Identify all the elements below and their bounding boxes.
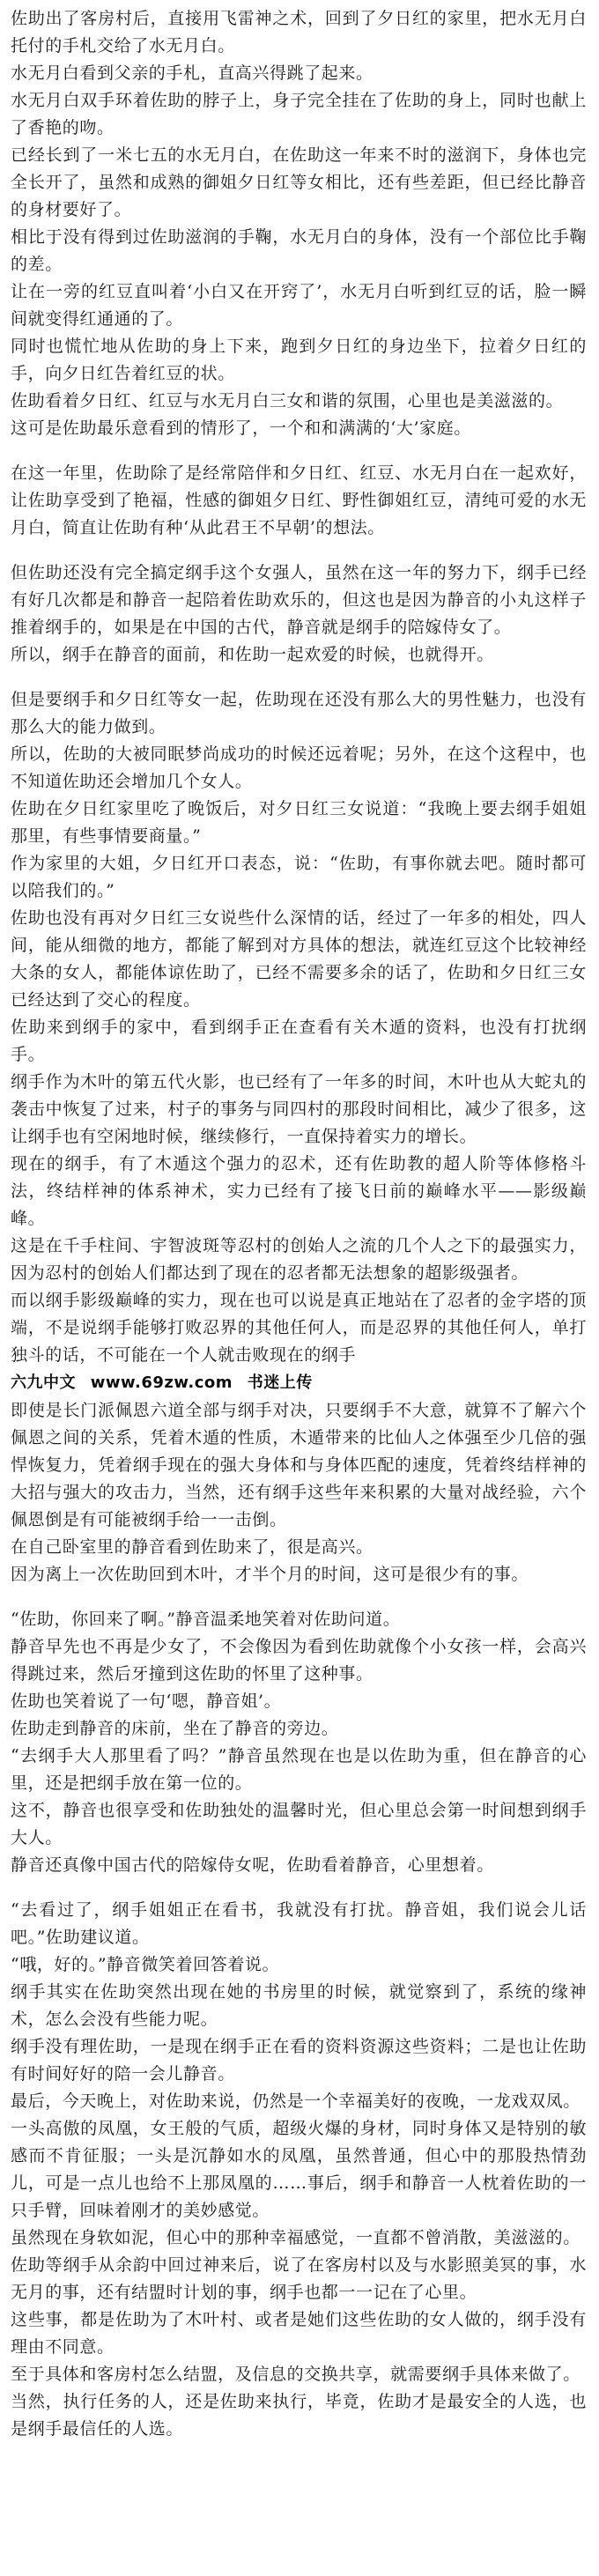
- paragraph: 这些事，都是佐助为了木叶村、或者是她们这些佐助的女人做的，纲手没有理由不同意。: [11, 2310, 587, 2357]
- paragraph: 但是要纲手和夕日红等女一起，佐助现在还没有那么大的男性魅力，也没有那么大的能力做到。: [11, 690, 587, 737]
- paragraph: 静音早先也不再是少女了，不会像因为看到佐助就像个小女孩一样，会高兴得跳过来，然后牙撞到这佐助的怀里了这种事。: [11, 1637, 587, 1684]
- paragraph: 一头高傲的凤凰，女王般的气质，超级火爆的身材，同时身体又是特别的敏感而不肯征服；一头是沉静如水的凤凰，虽然普通，但心中的那股热情劲儿，可是一点儿也给不上那凤凰的……事后，纲手和静音一人枕着佐助的一只手臂，回味着刚才的美妙感觉。: [11, 2119, 587, 2220]
- paragraph: 同时也慌忙地从佐助的身上下来，跑到夕日红的身边坐下，拉着夕日红的手，向夕日红告着红豆的状。: [11, 337, 587, 383]
- paragraph: 佐助出了客房村后，直接用飞雷神之术，回到了夕日红的家里，把水无月白托付的手札交给了水无月白。: [11, 9, 587, 56]
- text-body-lower: [11, 1397, 587, 2443]
- watermark-url: www.69zw.com: [90, 1373, 233, 1392]
- paragraph: “去看过了，纲手姐姐正在看书，我就没有打扰。静音姐，我们说会儿话吧。”佐助建议道。: [11, 1900, 587, 1947]
- section-gap: [11, 1588, 587, 1606]
- paragraph: “佐助，你回来了啊。”静音温柔地笑着对佐助问道。: [11, 1610, 401, 1629]
- paragraph: 当然，执行任务的人，还是佐助来执行，毕竟，佐助才是最安全的人选，也是纲手最信任的人选。: [11, 2392, 587, 2439]
- watermark-site-name: 六九中文: [11, 1373, 76, 1392]
- section-gap: [11, 1879, 587, 1897]
- section-gap: [11, 669, 587, 686]
- watermark-upload-note: 书迷上传: [247, 1373, 313, 1392]
- paragraph: 这是在千手柱间、宇智波斑等忍村的创始人之流的几个人之下的最强实力，因为忍村的创始人们都达到了现在的忍者都无法想象的超影级强者。: [11, 1236, 587, 1283]
- paragraph: 已经长到了一米七五的水无月白，在佐助这一年来不时的滋润下，身体也完全长开了，虽然和成熟的御姐夕日红等女相比，还有些差距，但已经比静音的身材要好了。: [11, 145, 587, 219]
- paragraph: “哦，好的。”静音微笑着回答着说。: [11, 1955, 280, 1974]
- paragraph: 佐助在夕日红家里吃了晚饭后，对夕日红三女说道：“我晚上要去纲手姐姐那里，有些事情要商量。”: [11, 799, 587, 846]
- paragraph: 相比于没有得到过佐助滋润的手鞠，水无月白的身体，没有一个部位比手鞠的差。: [11, 227, 587, 274]
- paragraph: 佐助看着夕日红、红豆与水无月白三女和谐的氛围，心里也是美滋滋的。: [11, 391, 564, 411]
- paragraph: 静音还真像中国古代的陪嫁侍女呢，佐助看着静音，心里想着。: [11, 1855, 494, 1875]
- paragraph: “去纲手大人那里看了吗？”静音虽然现在也是以佐助为重，但在静音的心里，还是把纲手放在第一位的。: [11, 1746, 587, 1793]
- paragraph: 所以，佐助的大被同眠梦尚成功的时候还远着呢；另外，在这个这程中，也不知道佐助还会增加几个女人。: [11, 744, 587, 791]
- text-body-upper: [11, 5, 587, 1369]
- paragraph: 这可是佐助最乐意看到的情形了，一个和和满满的‘大’家庭。: [11, 418, 471, 438]
- paragraph: 纲手其实在佐助突然出现在她的书房里的时候，就觉察到了，系统的缘神术，怎么会没有些能力呢。: [11, 1982, 587, 2029]
- paragraph: 即使是长门派佩恩六道全部与纲手对决，只要纲手不大意，就算不了解六个佩恩之间的关系，凭着木遁的性质，木遁带来的比仙人之体强至少几倍的强悍恢复力，凭着纲手现在的强大身体和与身体匹配的速度，凭着终结样神的大招与强大的攻击力，当然，还有纲手这些年来积累的大量对战经验，六个佩恩倒是有可能被纲手给一一击倒。: [11, 1401, 587, 1529]
- paragraph: 水无月白看到父亲的手札，直高兴得跳了起来。: [11, 63, 373, 83]
- paragraph: 佐助来到纲手的家中，看到纲手正在查看有关木遁的资料，也没有打扰纲手。: [11, 1018, 587, 1064]
- paragraph: 现在的纲手，有了木遁这个强力的忍术，还有佐助教的超人阶等体修格斗法，终结样神的体系神术，实力已经有了接飞日前的巅峰水平——影级巅峰。: [11, 1154, 587, 1228]
- paragraph: 所以，纲手在静音的面前，和佐助一起欢爱的时候，也就得开。: [11, 645, 494, 664]
- section-gap: [11, 542, 587, 559]
- paragraph: 佐助也没有再对夕日红三女说些什么深情的话，经过了一年多的相处，四人间，能从细微的地方，都能了解到对方具体的想法，就连红豆这个比较神经大条的女人，都能体谅佐助了，已经不需要多余的话了，佐助和夕日红三女已经达到了交心的程度。: [11, 908, 587, 1010]
- paragraph: 佐助也笑着说了一句‘嗯，静音姐’。: [11, 1691, 282, 1711]
- paragraph: 虽然现在身软如泥，但心中的那种幸福感觉，一直都不曾消散，美滋滋的。: [11, 2228, 581, 2247]
- paragraph: 佐助等纲手从余韵中回过神来后，说了在客房村以及与水影照美冥的事，水无月的事，还有结盟时计划的事，纲手也都一一记在了心里。: [11, 2255, 587, 2302]
- paragraph: 因为离上一次佐助回到木叶，才半个月的时间，这可是很少有的事。: [11, 1565, 529, 1584]
- paragraph: 纲手没有理佐助，一是现在纲手正在看的资料资源这些资料；二是也让佐助有时间好好的陪一会儿静音。: [11, 2037, 587, 2084]
- paragraph: 而以纲手影级巅峰的实力，现在也可以说是真正地站在了忍者的金字塔的顶端，不是说纲手能够打败忍界的其他任何人，而是忍界的其他任何人，单打独斗的话，不可能在一个人就击败现在的纲手: [11, 1291, 587, 1365]
- paragraph: 但佐助还没有完全搞定纲手这个女强人，虽然在这一年的努力下，纲手已经有好几次都是和静音一起陪着佐助欢乐的，但这也是因为静音的小丸这样子推着纲手的，如果是在中国的古代，静音就是纲手的陪嫁侍女了。: [11, 563, 587, 637]
- site-watermark: [11, 1371, 587, 1395]
- paragraph: 这不，静音也很享受和佐助独处的温馨时光，但心里总会第一时间想到纲手大人。: [11, 1801, 587, 1847]
- paragraph: 作为家里的大姐，夕日红开口表态，说：“佐助，有事你就去吧。随时都可以陪我们的。”: [11, 854, 587, 900]
- paragraph: 纲手作为木叶的第五代火影，也已经有了一年多的时间，木叶也从大蛇丸的袭击中恢复了过来，村子的事务与同四村的那段时间相比，减少了很多，这让纲手也有空闲地时候，继续修行，一直保持着实力的增长。: [11, 1072, 587, 1146]
- paragraph: 在这一年里，佐助除了是经常陪伴和夕日红、红豆、水无月白在一起欢好，让佐助享受到了艳福，性感的御姐夕日红、野性御姐红豆，清纯可爱的水无月白，简直让佐助有种‘从此君王不早朝’的想法。: [11, 463, 587, 537]
- paragraph: 最后，今天晚上，对佐助来说，仍然是一个幸福美好的夜晚，一龙戏双凤。: [11, 2091, 581, 2111]
- paragraph: 让在一旁的红豆直叫着‘小白又在开窍了’，水无月白听到红豆的话，脸一瞬间就变得红通通的了。: [11, 282, 587, 329]
- paragraph: 佐助走到静音的床前，坐在了静音的旁边。: [11, 1719, 339, 1738]
- paragraph: 至于具体和客房村怎么结盟，及信息的交换共享，就需要纲手具体来做了。: [11, 2365, 581, 2384]
- paragraph: 水无月白双手环着佐助的脖子上，身子完全挂在了佐助的身上，同时也献上了香艳的吻。: [11, 91, 587, 137]
- paragraph: 在自己卧室里的静音看到佐助来了，很是高兴。: [11, 1537, 373, 1557]
- section-gap: [11, 442, 587, 460]
